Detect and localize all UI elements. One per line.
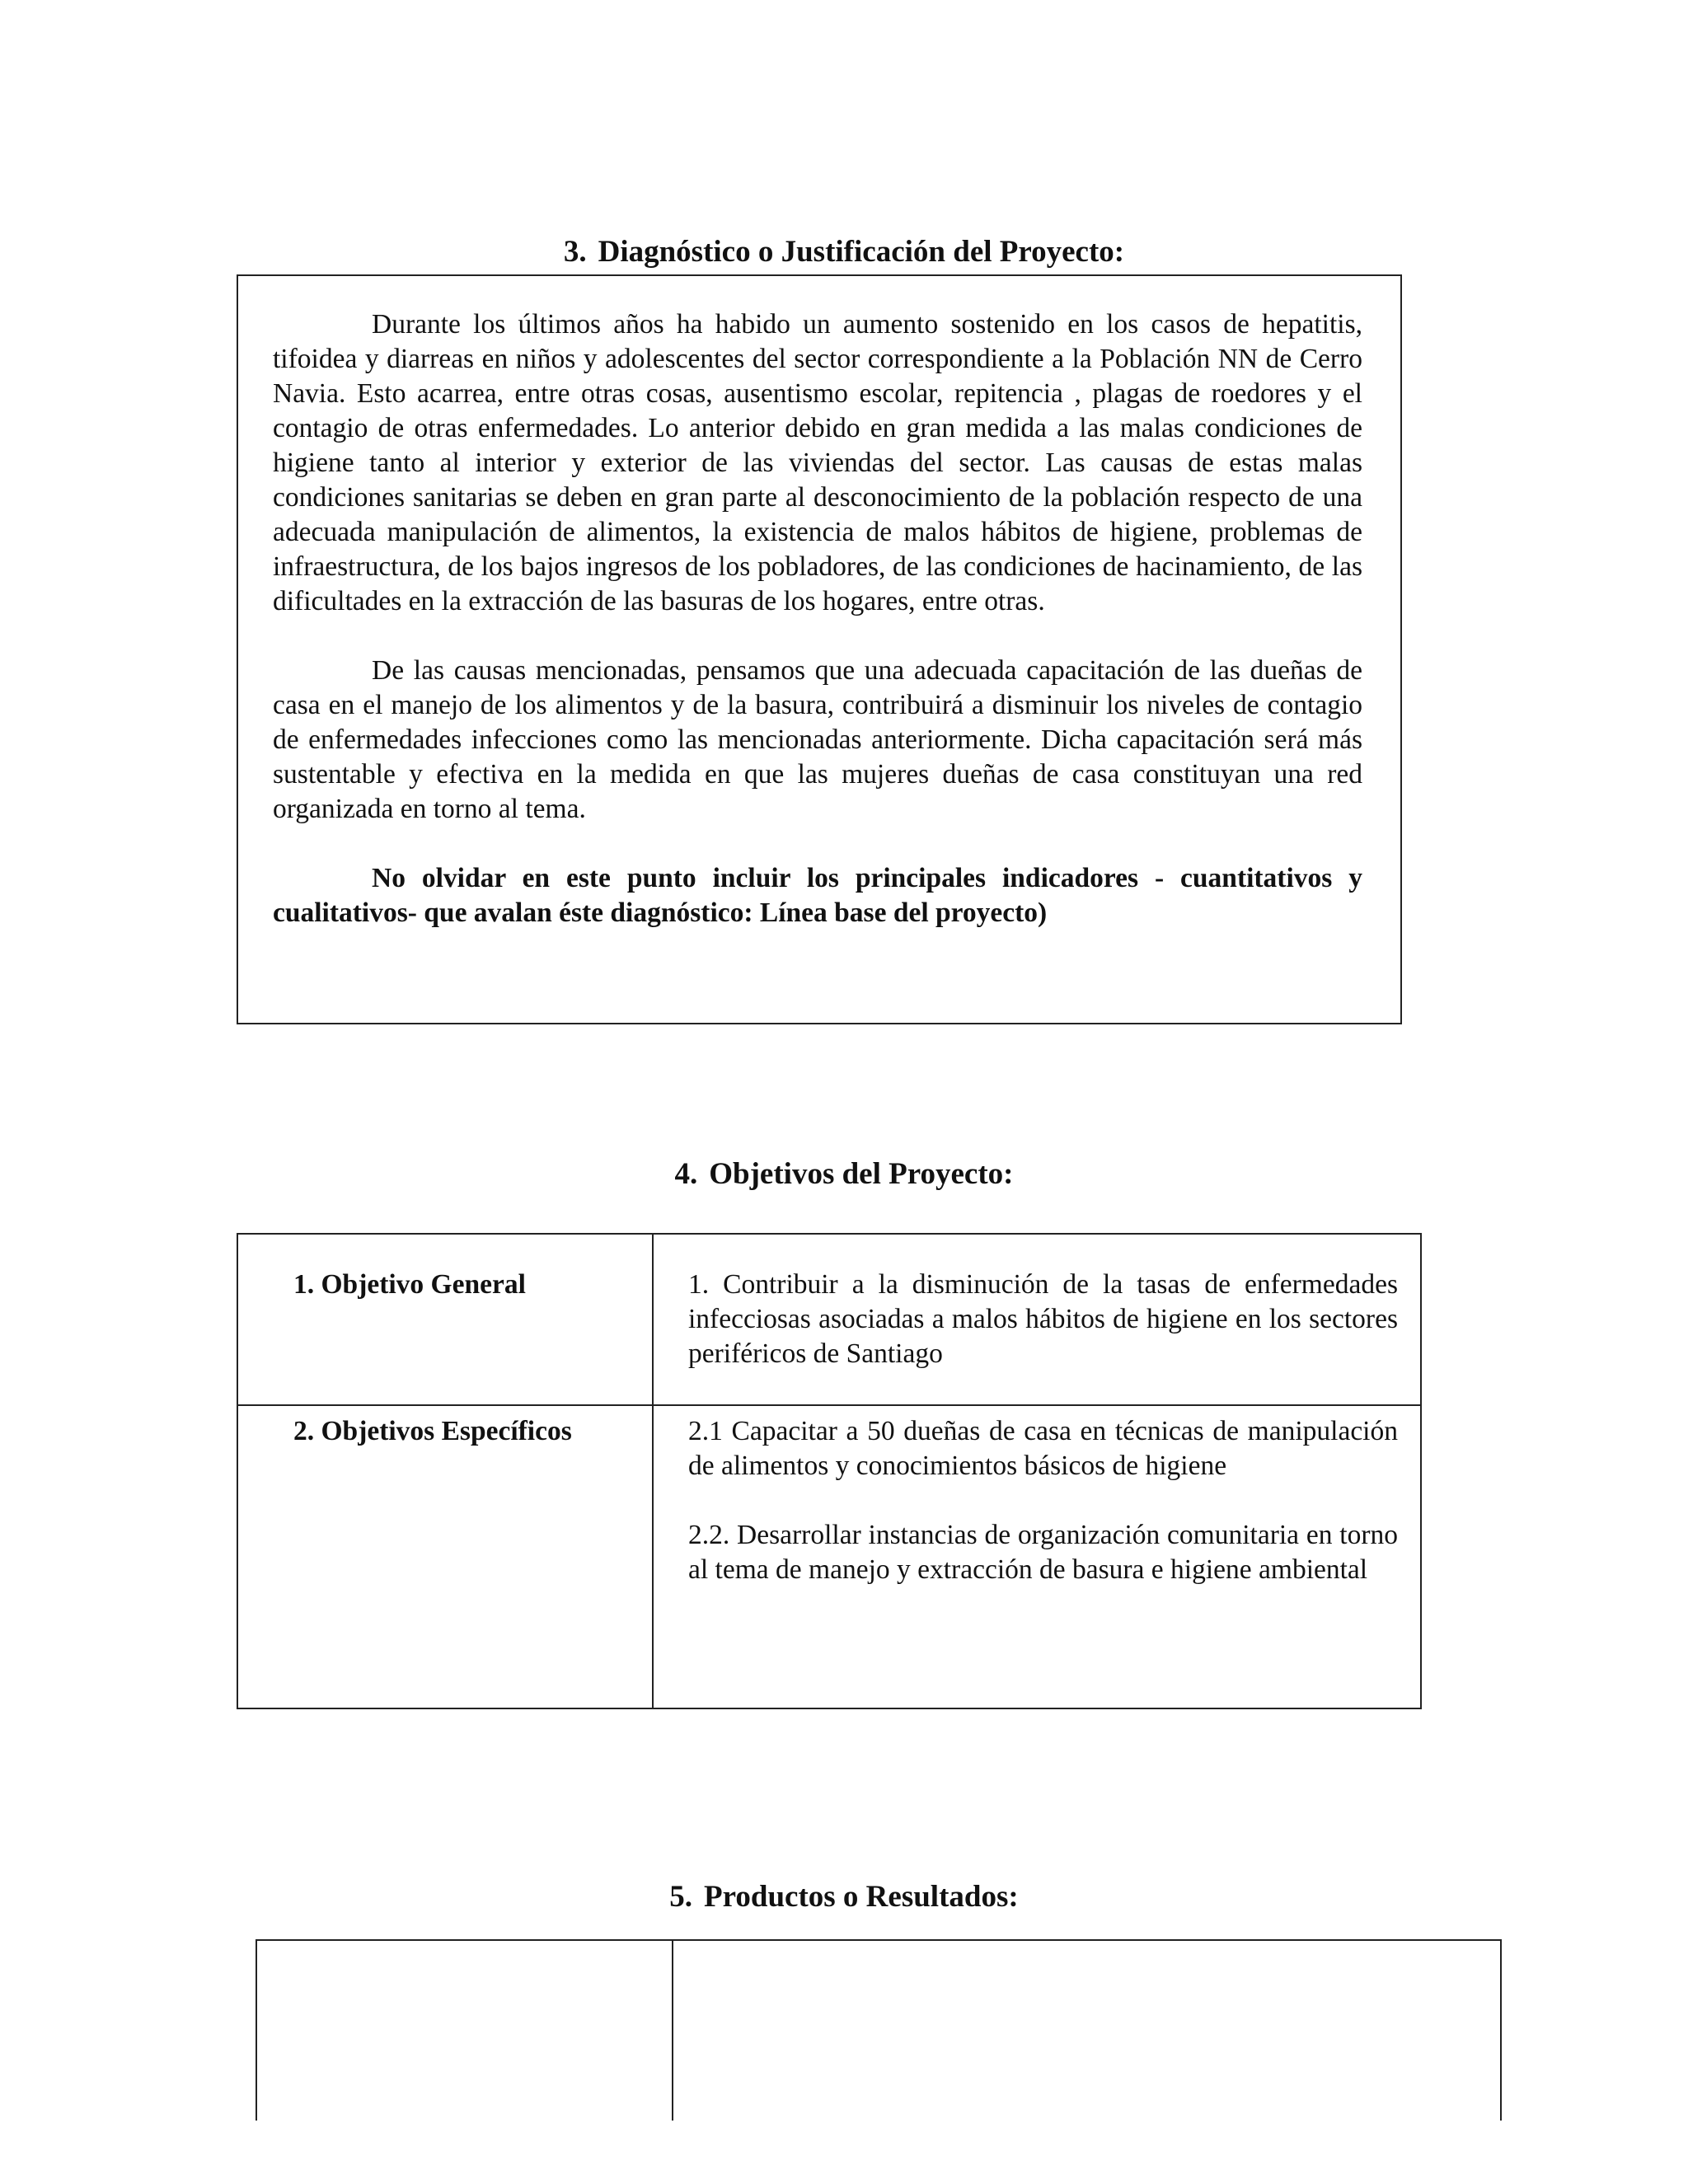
objective-specific-item-1: 2.1 Capacitar a 50 dueñas de casa en técnicas de manipulación de alimentos y conocimientos básicos de higiene bbox=[688, 1416, 1398, 1481]
results-table-divider bbox=[672, 1941, 673, 2121]
section-4-number: 4. bbox=[674, 1157, 698, 1191]
table-row bbox=[237, 1234, 1421, 1405]
objective-general-label: 1. Objetivo General bbox=[293, 1269, 526, 1300]
section-5-title: Productos o Resultados: bbox=[704, 1880, 1019, 1914]
diagnosis-note: No olvidar en este punto incluir los principales indicadores - cuantitativos y cualitativos- que avalan éste diagnóstico: Línea base del proyecto) bbox=[273, 863, 1362, 928]
objective-specific-item-2: 2.2. Desarrollar instancias de organización comunitaria en torno al tema de manejo y extracción de basura e higiene ambiental bbox=[688, 1520, 1398, 1585]
diagnosis-body bbox=[273, 307, 1362, 930]
objectives-table bbox=[237, 1233, 1422, 1709]
section-3-heading bbox=[0, 234, 1688, 270]
diagnosis-paragraph-1: Durante los últimos años ha habido un aumento sostenido en los casos de hepatitis, tifoidea y diarreas en niños y adolescentes del sector correspondiente a la Población NN de Cerro Navia. Esto acarrea, entre otras cosas, ausentismo escolar, repitencia , plagas de roedores y el contagio de otras enfermedades. Lo anterior debido en gran medida a las malas condiciones de higiene tanto al interior y exterior de las viviendas del sector. Las causas de estas malas condiciones sanitarias se deben en gran parte al desconocimiento de la población respecto de una adecuada manipulación de alimentos, la existencia de malos hábitos de higiene, problemas de infraestructura, de los bajos ingresos de los pobladores, de las condiciones de hacinamiento, de las dificultades en la extracción de las basuras de los hogares, entre otras. bbox=[273, 309, 1362, 616]
results-table bbox=[256, 1939, 1502, 2121]
diagnosis-box bbox=[237, 274, 1402, 1024]
section-4-heading bbox=[0, 1156, 1688, 1193]
section-3-number: 3. bbox=[563, 235, 587, 269]
section-5-heading bbox=[0, 1879, 1688, 1915]
objective-specific-value-cell bbox=[653, 1405, 1421, 1708]
objective-specific-label-cell bbox=[237, 1405, 653, 1708]
objective-general-item-1: 1. Contribuir a la disminución de la tasas de enfermedades infecciosas asociadas a malos hábitos de higiene en los sectores periféricos de Santiago bbox=[688, 1269, 1398, 1369]
objective-general-value-cell bbox=[653, 1234, 1421, 1405]
objective-specific-label: 2. Objetivos Específicos bbox=[293, 1416, 572, 1446]
diagnosis-paragraph-2: De las causas mencionadas, pensamos que una adecuada capacitación de las dueñas de casa en el manejo de los alimentos y de la basura, contribuirá a disminuir los niveles de contagio de enfermedades infecciones como las mencionadas anteriormente. Dicha capacitación será más sustentable y efectiva en la medida en que las mujeres dueñas de casa constituyan una red organizada en torno al tema. bbox=[273, 655, 1362, 824]
section-3-title: Diagnóstico o Justificación del Proyecto: bbox=[598, 235, 1125, 269]
objective-general-label-cell bbox=[237, 1234, 653, 1405]
section-4-title: Objetivos del Proyecto: bbox=[709, 1157, 1014, 1191]
table-row bbox=[237, 1405, 1421, 1708]
section-5-number: 5. bbox=[669, 1880, 693, 1914]
